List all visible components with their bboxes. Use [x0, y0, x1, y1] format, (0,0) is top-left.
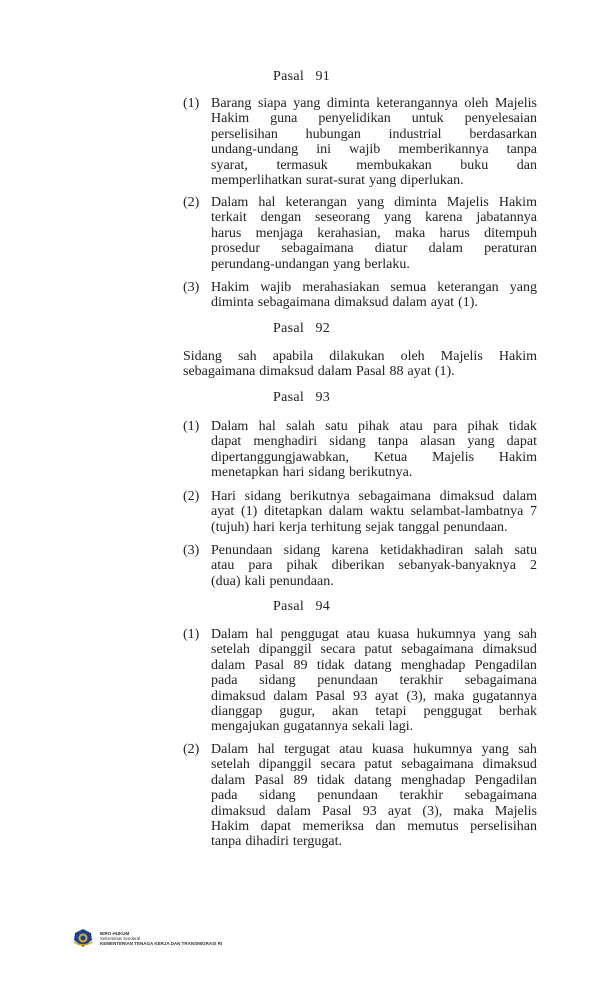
- text-line: setelah dipanggil secara patut sebagaimana dimaksud: [211, 642, 537, 658]
- text-line: Dalam hal penggugat atau kuasa hukumnya yang sah: [211, 627, 537, 642]
- text-line: ayat (1) ditetapkan dalam waktu selambat-lambatnya 7: [211, 504, 537, 520]
- text-line: syarat, termasuk membukakan buku dan: [211, 157, 537, 173]
- text-line: dipertanggungjawabkan, Ketua Majelis Hakim: [211, 449, 537, 465]
- section-heading: Pasal 94: [273, 599, 331, 614]
- footer-line-3: KEMENTERIAN TENAGA KERJA DAN TRANSMIGRASI RI: [100, 940, 223, 946]
- text-line: perselisihan hubungan industrial berdasarkan: [211, 126, 537, 142]
- text-line: Dalam hal tergugat atau kuasa hukumnya yang sah: [211, 742, 537, 757]
- text-line: Dalam hal salah satu pihak atau para pihak tidak: [211, 419, 537, 434]
- text-line: pada sidang penundaan terakhir sebagaimana: [211, 673, 537, 689]
- item-text: [211, 419, 537, 481]
- item-text: [211, 280, 537, 311]
- text-line: Penundaan sidang karena ketidakhadiran salah satu: [211, 543, 537, 558]
- item-number: (2): [183, 742, 200, 757]
- text-line: dimaksud dalam Pasal 93 ayat (3), maka Majelis: [211, 803, 537, 819]
- text-line: prosedur sebagaimana diatur dalam peraturan: [211, 241, 537, 257]
- text-line: Hakim dapat memeriksa dan memutus perselisihan: [211, 819, 537, 835]
- item-number: (1): [183, 627, 200, 642]
- text-line: terkait dengan seseorang yang karena jabatannya: [211, 210, 537, 226]
- item-text: [211, 742, 537, 850]
- item-number: (3): [183, 280, 200, 295]
- text-line: Hakim guna penyelidikan untuk penyelesaian: [211, 111, 537, 127]
- item-text: [211, 627, 537, 735]
- item-text: [211, 543, 537, 589]
- text-line: setelah dipanggil secara patut sebagaimana dimaksud: [211, 757, 537, 773]
- text-line: diminta sebagaimana dimaksud dalam ayat (1).: [211, 295, 478, 311]
- text-line: harus menjaga kerahasian, maka harus ditempuh: [211, 225, 537, 241]
- item-number: (2): [183, 195, 200, 210]
- item-number: (1): [183, 419, 200, 434]
- text-line: atau para pihak diberikan sebanyak-banyaknya 2: [211, 558, 537, 574]
- section-heading: Pasal 91: [273, 69, 331, 84]
- text-line: memperlihatkan surat-surat yang diperlukan.: [211, 173, 464, 189]
- text-line: sebagaimana dimaksud dalam Pasal 88 ayat (1).: [183, 364, 455, 380]
- text-line: dianggap gugur, akan tetapi penggugat berhak: [211, 704, 537, 720]
- item-text: [211, 96, 537, 188]
- item-number: (2): [183, 489, 200, 504]
- text-line: Dalam hal keterangan yang diminta Majelis Hakim: [211, 195, 537, 210]
- item-number: (3): [183, 543, 200, 558]
- text-line: Hakim wajib merahasiakan semua keterangan yang: [211, 280, 537, 295]
- text-line: menetapkan hari sidang berikutnya.: [211, 465, 413, 481]
- text-line: mengajukan gugatannya sekali lagi.: [211, 719, 414, 735]
- text-line: dapat menghadiri sidang tanpa alasan yang dapat: [211, 434, 537, 450]
- text-line: dalam Pasal 89 tidak datang menghadap Pengadilan: [211, 657, 537, 673]
- item-text: [211, 195, 537, 272]
- text-line: Barang siapa yang diminta keterangannya oleh Majelis: [211, 96, 537, 111]
- section-heading: Pasal 92: [273, 321, 331, 336]
- text-line: (tujuh) hari kerja terhitung sejak tanggal penundaan.: [211, 519, 508, 535]
- text-line: (dua) kali penundaan.: [211, 573, 334, 589]
- text-line: Sidang sah apabila dilakukan oleh Majelis Hakim: [183, 349, 537, 364]
- text-line: perundang-undangan yang berlaku.: [211, 256, 410, 272]
- item-number: (1): [183, 96, 200, 111]
- footer-line-2: Sekretariat Jenderal: [100, 935, 141, 941]
- text-line: undang-undang ini wajib memberikannya tanpa: [211, 142, 537, 158]
- ministry-logo-icon: [72, 928, 94, 948]
- text-line: Hari sidang berikutnya sebagaimana dimaksud dalam: [211, 489, 537, 504]
- text-line: pada sidang penundaan terakhir sebagaimana: [211, 788, 537, 804]
- text-line: dalam Pasal 89 tidak datang menghadap Pengadilan: [211, 772, 537, 788]
- footer-line-1: BIRO HUKUM: [100, 930, 130, 936]
- footer: [72, 928, 222, 948]
- section-heading: Pasal 93: [273, 390, 331, 405]
- item-text: [211, 489, 537, 535]
- item-text: [183, 349, 537, 380]
- text-line: dimaksud dalam Pasal 93 ayat (3), maka gugatannya: [211, 688, 537, 704]
- text-line: tanpa dihadiri tergugat.: [211, 834, 342, 850]
